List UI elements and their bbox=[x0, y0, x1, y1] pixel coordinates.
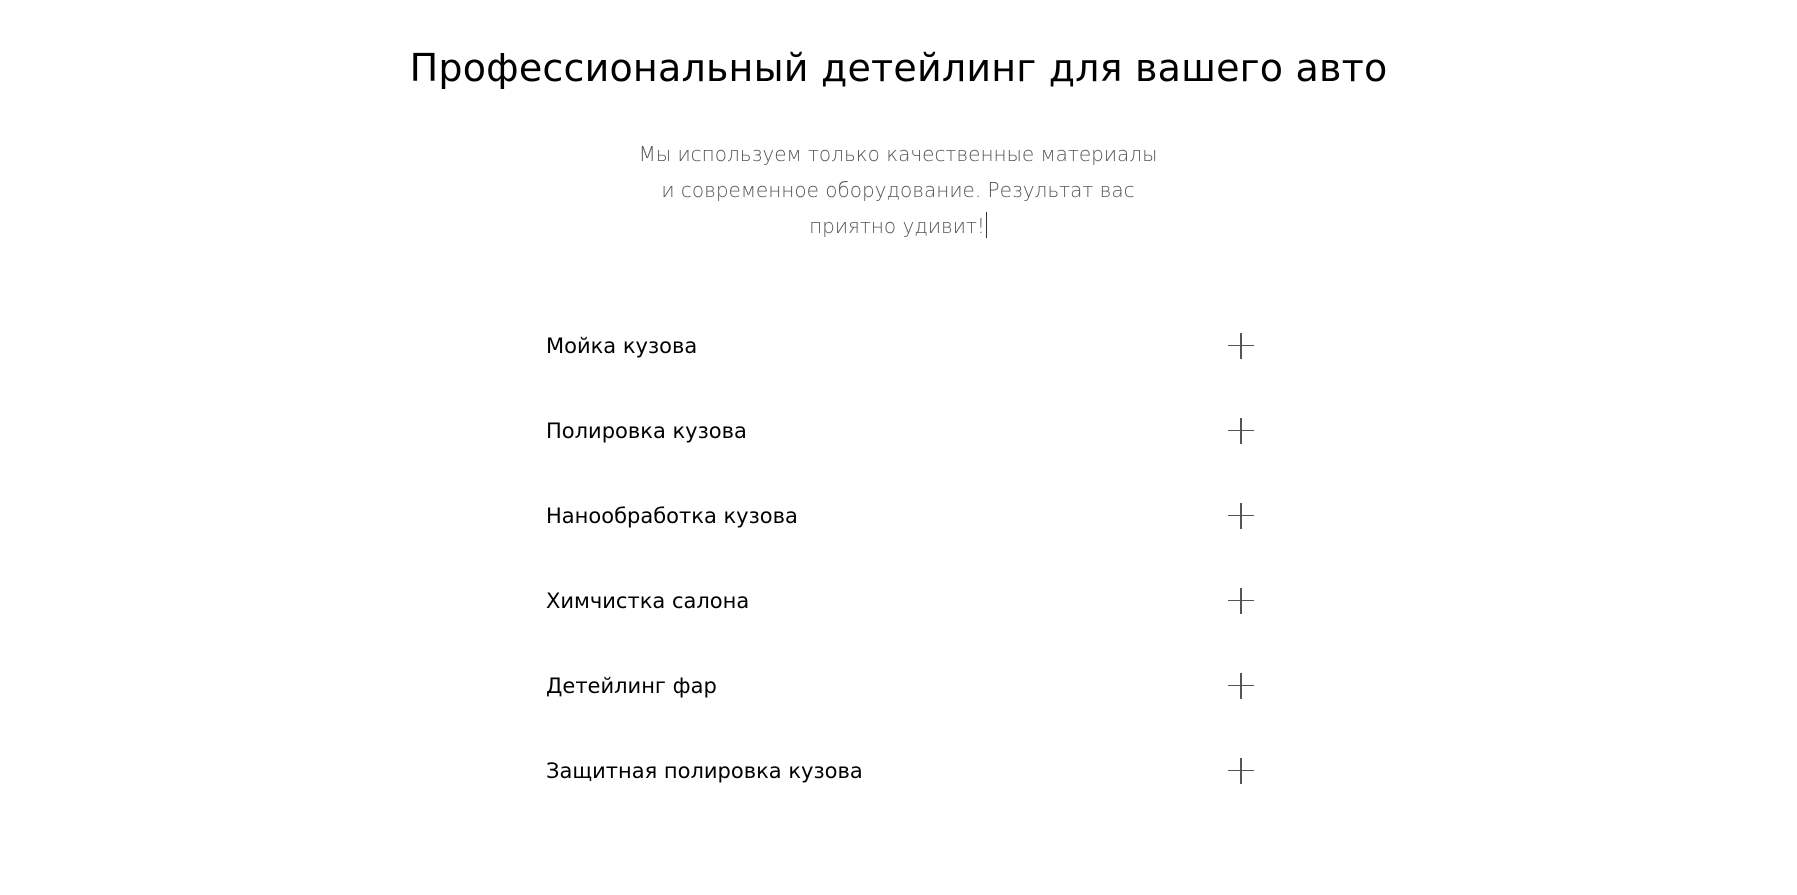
plus-icon[interactable] bbox=[1228, 503, 1254, 529]
text-cursor bbox=[986, 212, 987, 238]
plus-icon[interactable] bbox=[1228, 333, 1254, 359]
accordion-item-headlight-detailing[interactable] bbox=[546, 658, 1256, 743]
accordion-item-body-polishing[interactable] bbox=[546, 403, 1256, 488]
accordion-item-label: Защитная полировка кузова bbox=[546, 758, 863, 783]
accordion-item-nano-coating[interactable] bbox=[546, 488, 1256, 573]
accordion-item-label: Полировка кузова bbox=[546, 418, 747, 443]
page-subtitle[interactable] bbox=[634, 136, 1162, 244]
plus-icon[interactable] bbox=[1228, 588, 1254, 614]
accordion-item-label: Химчистка салона bbox=[546, 588, 750, 613]
services-accordion bbox=[546, 318, 1256, 828]
accordion-item-label: Детейлинг фар bbox=[546, 673, 717, 698]
page-title: Профессиональный детейлинг для вашего авто bbox=[409, 46, 1388, 90]
accordion-item-body-wash[interactable] bbox=[546, 318, 1256, 403]
plus-icon[interactable] bbox=[1228, 758, 1254, 784]
accordion-item-interior-cleaning[interactable] bbox=[546, 573, 1256, 658]
plus-icon[interactable] bbox=[1228, 673, 1254, 699]
subtitle-text: Мы используем только качественные материалы и современное оборудование. Результат вас приятно удивит! bbox=[638, 142, 1158, 238]
accordion-item-label: Мойка кузова bbox=[546, 333, 698, 358]
plus-icon[interactable] bbox=[1228, 418, 1254, 444]
accordion-item-protective-polishing[interactable] bbox=[546, 743, 1256, 828]
accordion-item-label: Нанообработка кузова bbox=[546, 503, 798, 528]
